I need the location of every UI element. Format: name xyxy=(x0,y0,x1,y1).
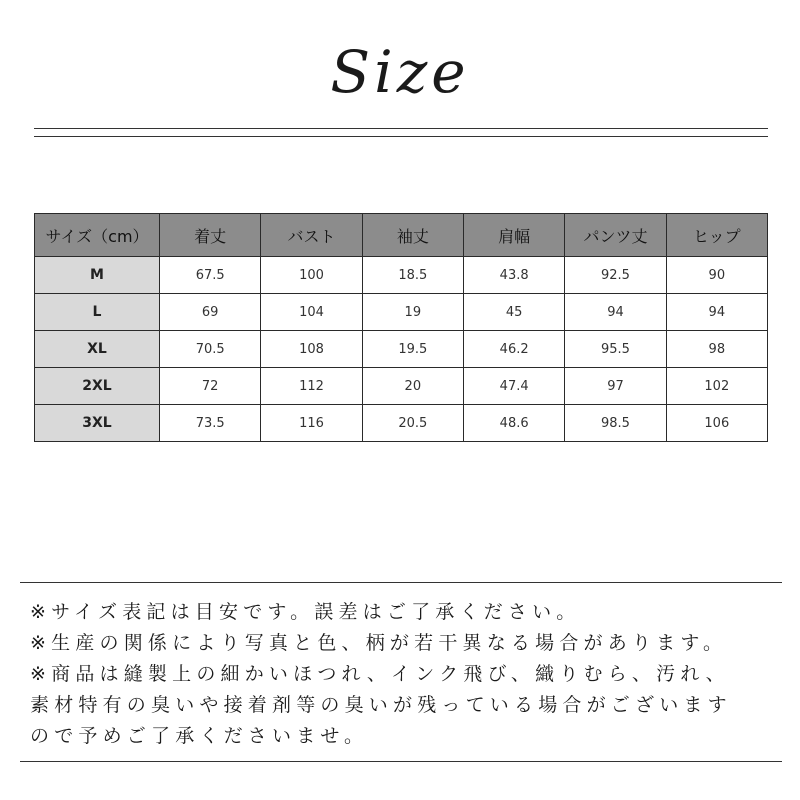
table-cell: 102 xyxy=(666,368,767,405)
table-cell: 116 xyxy=(261,405,362,442)
header-bust: バスト xyxy=(261,214,362,257)
notes-divider-top xyxy=(20,582,782,583)
header-size: サイズ（cm） xyxy=(35,214,160,257)
note-line: ※サイズ表記は目安です。誤差はご了承ください。 xyxy=(30,601,581,623)
table-cell: 90 xyxy=(666,257,767,294)
table-row xyxy=(35,405,768,442)
title-divider-bottom xyxy=(34,136,768,137)
row-size-label: 3XL xyxy=(35,405,160,442)
table-cell: 67.5 xyxy=(160,257,261,294)
table-cell: 48.6 xyxy=(463,405,564,442)
table-cell: 104 xyxy=(261,294,362,331)
table-row xyxy=(35,294,768,331)
table-cell: 97 xyxy=(565,368,666,405)
table-cell: 94 xyxy=(565,294,666,331)
table-cell: 47.4 xyxy=(463,368,564,405)
row-size-label: XL xyxy=(35,331,160,368)
notes-block xyxy=(30,597,790,752)
table-cell: 46.2 xyxy=(463,331,564,368)
note-line: ※生産の関係により写真と色、柄が若干異なる場合があります。 xyxy=(30,632,728,654)
table-cell: 20 xyxy=(362,368,463,405)
page-title: Size xyxy=(330,38,470,106)
title-divider-top xyxy=(34,128,768,129)
row-size-label: 2XL xyxy=(35,368,160,405)
table-cell: 98 xyxy=(666,331,767,368)
header-sleeve: 袖丈 xyxy=(362,214,463,257)
table-row xyxy=(35,257,768,294)
size-table-header-row xyxy=(35,214,768,257)
table-cell: 94 xyxy=(666,294,767,331)
notes-divider-bottom xyxy=(20,761,782,762)
note-line: 素材特有の臭いや接着剤等の臭いが残っている場合がございます xyxy=(30,694,732,716)
note-line: ※商品は縫製上の細かいほつれ、インク飛び、織りむら、汚れ、 xyxy=(30,663,730,685)
table-cell: 73.5 xyxy=(160,405,261,442)
table-cell: 92.5 xyxy=(565,257,666,294)
table-cell: 20.5 xyxy=(362,405,463,442)
table-cell: 43.8 xyxy=(463,257,564,294)
table-cell: 72 xyxy=(160,368,261,405)
table-cell: 98.5 xyxy=(565,405,666,442)
header-pants-length: パンツ丈 xyxy=(565,214,666,257)
table-cell: 19 xyxy=(362,294,463,331)
table-row xyxy=(35,368,768,405)
table-cell: 112 xyxy=(261,368,362,405)
table-row xyxy=(35,331,768,368)
table-cell: 108 xyxy=(261,331,362,368)
size-table xyxy=(34,213,768,442)
table-cell: 100 xyxy=(261,257,362,294)
table-cell: 106 xyxy=(666,405,767,442)
header-shoulder: 肩幅 xyxy=(463,214,564,257)
row-size-label: M xyxy=(35,257,160,294)
table-cell: 69 xyxy=(160,294,261,331)
note-line: ので予めご了承くださいませ。 xyxy=(30,725,369,747)
table-cell: 95.5 xyxy=(565,331,666,368)
row-size-label: L xyxy=(35,294,160,331)
table-cell: 70.5 xyxy=(160,331,261,368)
header-hip: ヒップ xyxy=(666,214,767,257)
table-cell: 19.5 xyxy=(362,331,463,368)
table-cell: 45 xyxy=(463,294,564,331)
header-length: 着丈 xyxy=(160,214,261,257)
table-cell: 18.5 xyxy=(362,257,463,294)
